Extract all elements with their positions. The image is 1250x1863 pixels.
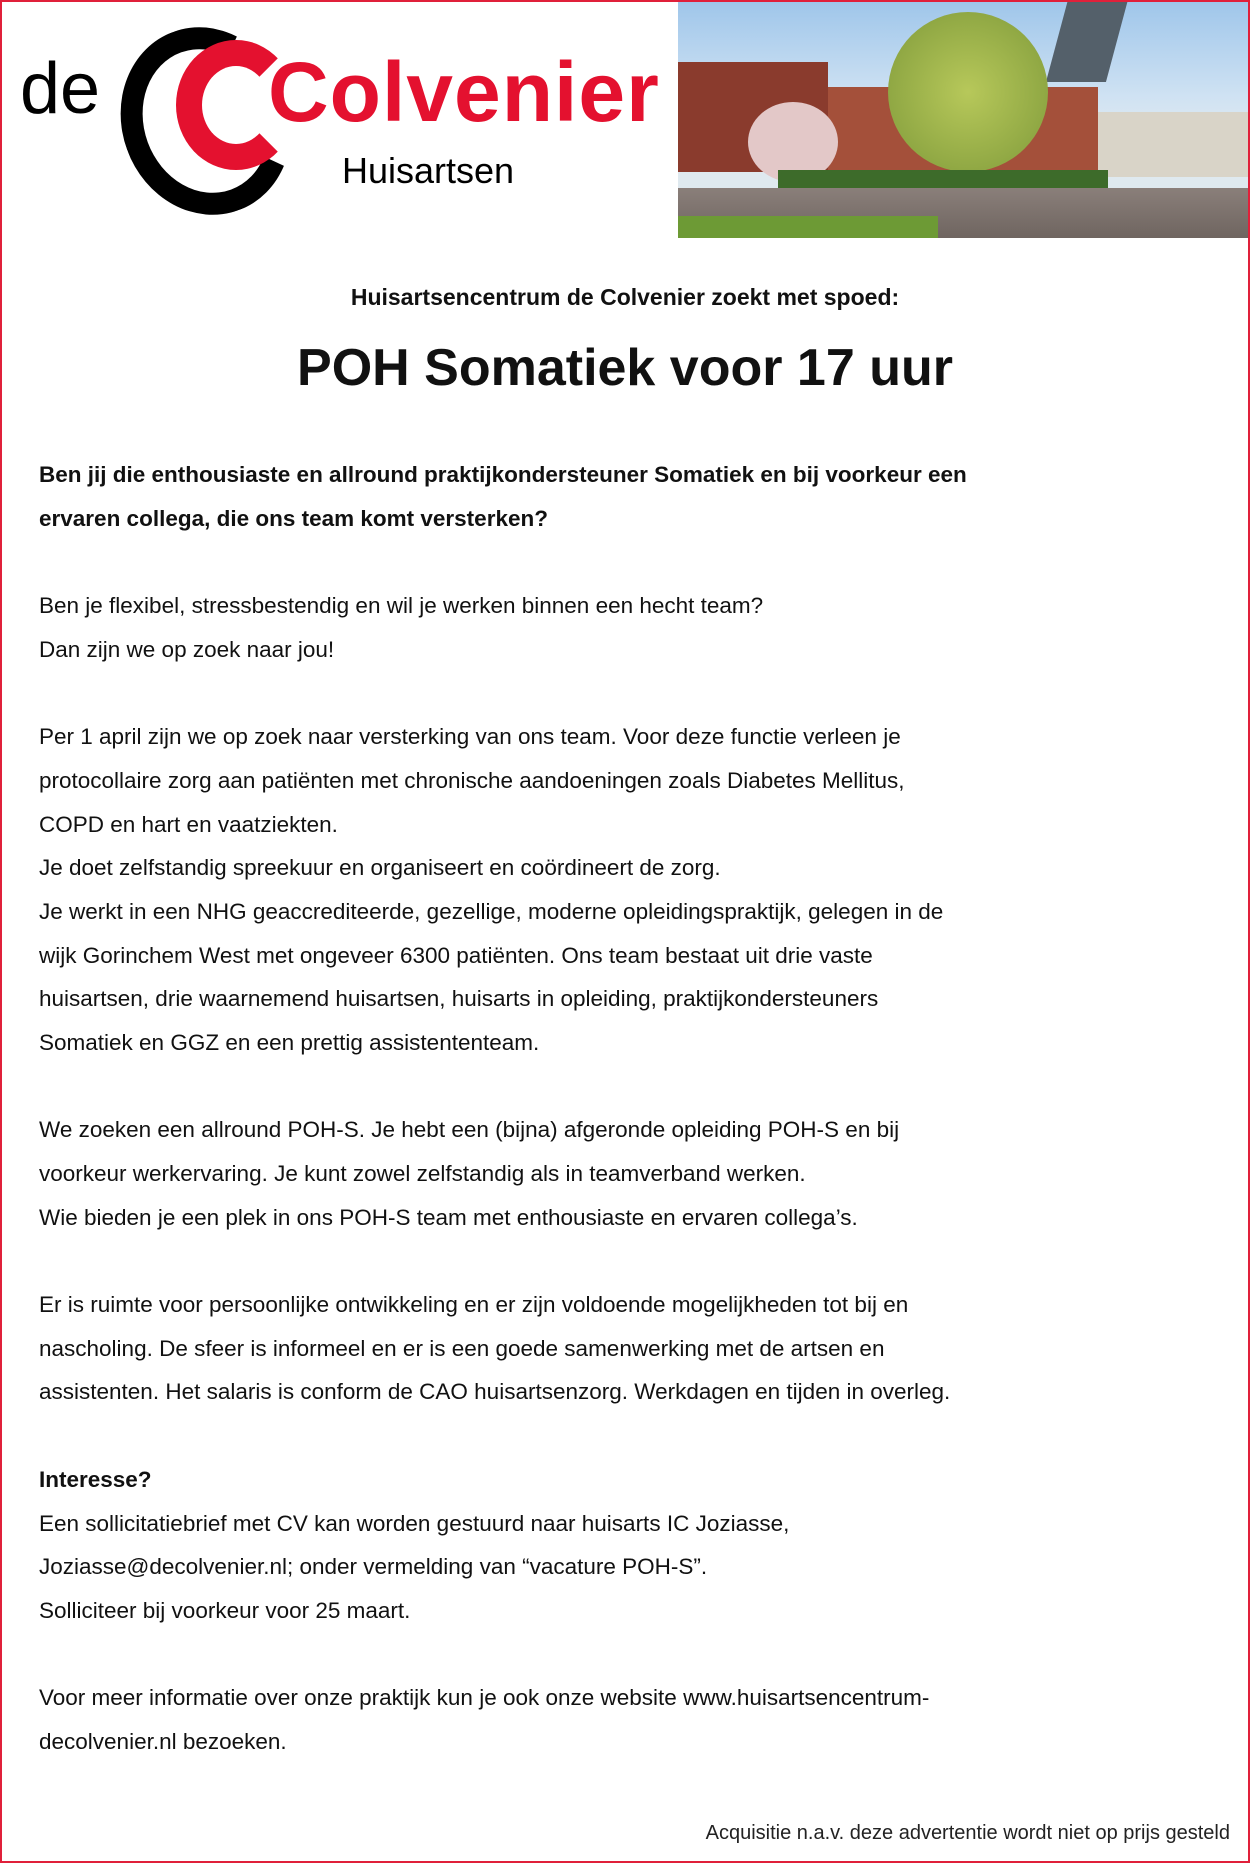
text-line: Joziasse@decolvenier.nl; onder vermelding van “vacature POH-S”.: [39, 1554, 708, 1580]
footer-disclaimer: Acquisitie n.a.v. deze advertentie wordt niet op prijs gesteld: [705, 1822, 1230, 1844]
text-line: Somatiek en GGZ en een prettig assistententeam.: [39, 1029, 540, 1055]
logo-prefix: de: [20, 49, 101, 129]
blank-line: [39, 671, 1229, 715]
text-line: ervaren collega, die ons team komt versterken?: [39, 505, 548, 531]
blank-line: [39, 1414, 1229, 1458]
intro-heading: Huisartsencentrum de Colvenier zoekt met spoed:: [350, 284, 900, 310]
text-line: Interesse?: [39, 1466, 152, 1492]
text-line: Ben je flexibel, stressbestendig en wil je werken binnen een hecht team?: [39, 593, 764, 619]
text-line: nascholing. De sfeer is informeel en er is een goede samenwerking met de artsen en: [39, 1335, 885, 1361]
blank-line: [39, 540, 1229, 584]
text-line: protocollaire zorg aan patiënten met chronische aandoeningen zoals Diabetes Mellitus,: [39, 767, 905, 793]
blank-line: [39, 1239, 1229, 1283]
text-line: Wie bieden je een plek in ons POH-S team met enthousiaste en ervaren collega’s.: [39, 1204, 858, 1230]
text-line: COPD en hart en vaatziekten.: [39, 811, 338, 837]
text-line: Je doet zelfstandig spreekuur en organiseert en coördineert de zorg.: [39, 855, 721, 881]
blank-line: [39, 1633, 1229, 1677]
photo-grass: [678, 216, 938, 238]
text-line: Je werkt in een NHG geaccrediteerde, gezellige, moderne opleidingspraktijk, gelegen in de: [39, 898, 944, 924]
text-line: Een sollicitatiebrief met CV kan worden gestuurd naar huisarts IC Joziasse,: [39, 1510, 790, 1536]
ad-body: [39, 453, 1229, 1764]
text-line: Solliciteer bij voorkeur voor 25 maart.: [39, 1597, 411, 1623]
job-title: POH Somatiek voor 17 uur: [297, 339, 953, 397]
photo-roof: [1046, 2, 1130, 82]
text-line: Voor meer informatie over onze praktijk kun je ook onze website www.huisartsencentrum-: [39, 1685, 930, 1711]
text-line: assistenten. Het salaris is conform de CAO huisartsenzorg. Werkdagen en tijden in overleg.: [39, 1379, 951, 1405]
logo-name: Colvenier: [268, 45, 660, 139]
blank-line: [39, 1065, 1229, 1109]
text-line: Ben jij die enthousiaste en allround praktijkondersteuner Somatiek en bij voorkeur een: [39, 462, 967, 487]
text-line: Per 1 april zijn we op zoek naar versterking van ons team. Voor deze functie verleen je: [39, 724, 901, 750]
building-photo: [678, 2, 1248, 238]
colvenier-logo: [0, 0, 676, 238]
text-line: wijk Gorinchem West met ongeveer 6300 patiënten. Ons team bestaat uit drie vaste: [39, 942, 873, 968]
text-line: We zoeken een allround POH-S. Je hebt een (bijna) afgeronde opleiding POH-S en bij: [39, 1117, 900, 1143]
text-line: huisartsen, drie waarnemend huisartsen, huisarts in opleiding, praktijkondersteuners: [39, 986, 879, 1012]
text-line: Dan zijn we op zoek naar jou!: [39, 636, 335, 662]
photo-hedge: [778, 170, 1108, 190]
logo-subtitle: Huisartsen: [342, 150, 515, 191]
photo-building: [1098, 112, 1248, 177]
text-line: voorkeur werkervaring. Je kunt zowel zelfstandig als in teamverband werken.: [39, 1161, 806, 1186]
photo-tree: [888, 12, 1048, 172]
text-line: decolvenier.nl bezoeken.: [39, 1728, 287, 1754]
text-line: Er is ruimte voor persoonlijke ontwikkeling en er zijn voldoende mogelijkheden tot bij en: [39, 1292, 909, 1318]
